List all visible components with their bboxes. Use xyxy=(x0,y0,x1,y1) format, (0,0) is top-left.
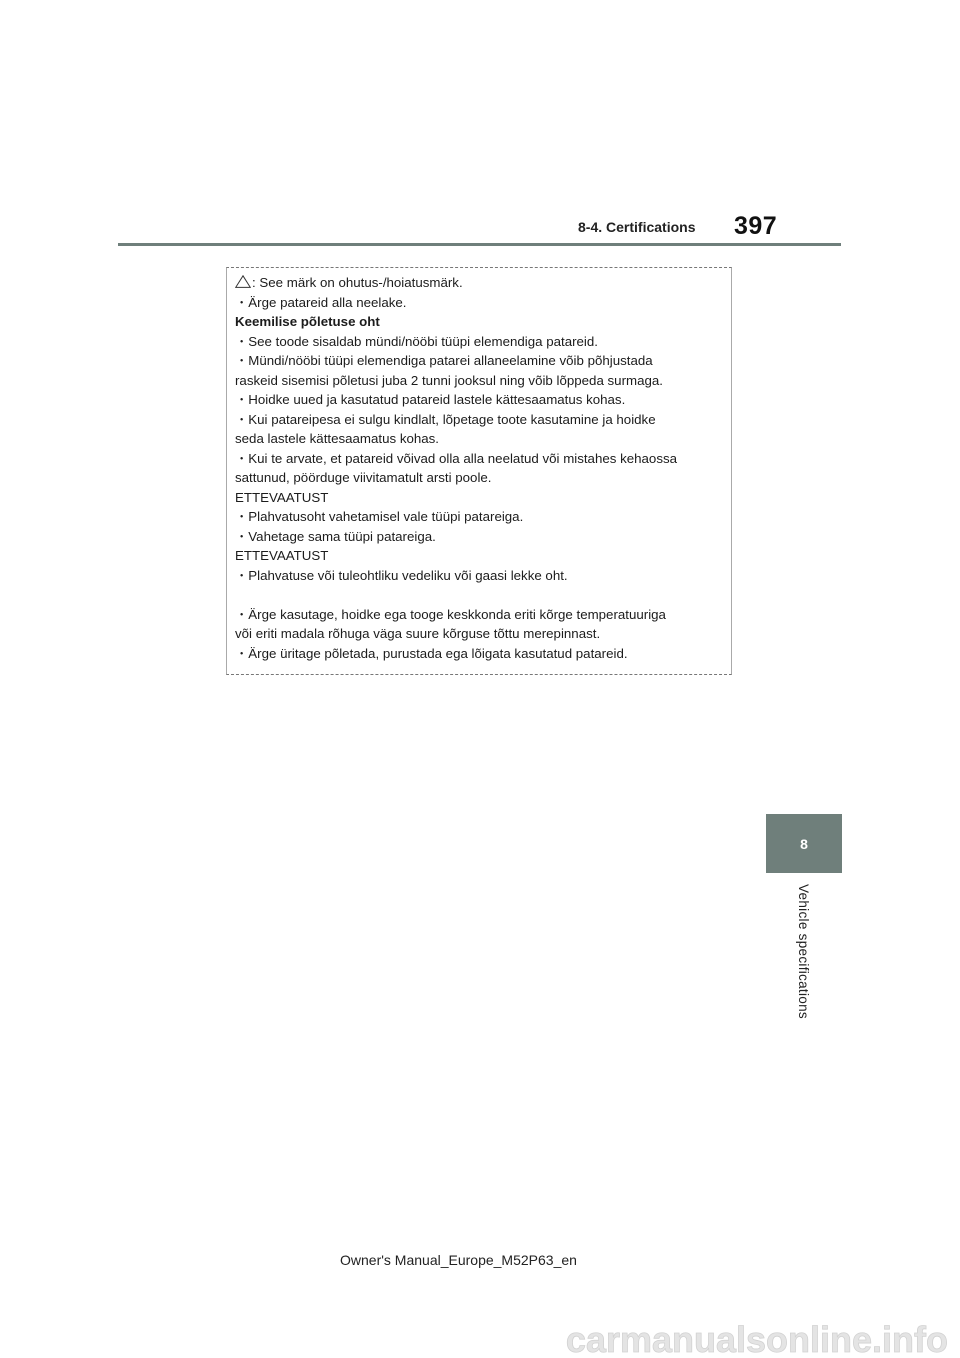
warning-line-text: ・Vahetage sama tüüpi patareiga. xyxy=(235,528,436,544)
warning-line-text: ・Plahvatuse või tuleohtliku vedeliku või gaasi lekke oht. xyxy=(235,567,568,583)
watermark xyxy=(0,1308,960,1358)
warning-line-text: : See märk on ohutus-/hoiatusmärk. xyxy=(252,275,463,290)
warning-line xyxy=(235,390,725,410)
warning-line-text: raskeid sisemisi põletusi juba 2 tunni jooksul ning võib lõppeda surmaga. xyxy=(235,372,663,388)
warning-line-text: ・Ärge kasutage, hoidke ega tooge keskkonda eriti kõrge temperatuuriga xyxy=(235,606,666,622)
battery-warning-box xyxy=(226,267,732,675)
warning-line xyxy=(235,644,725,664)
warning-line-text: ・Ärge üritage põletada, purustada ega lõigata kasutatud patareid. xyxy=(235,645,628,661)
watermark-logo xyxy=(0,1308,960,1358)
warning-line xyxy=(235,312,725,332)
warning-line xyxy=(235,273,725,293)
warning-line-text: ・See toode sisaldab mündi/nööbi tüüpi elemendiga patareid. xyxy=(235,333,598,349)
warning-line xyxy=(235,507,725,527)
warning-line-text: sattunud, pöörduge viivitamatult arsti poole. xyxy=(235,470,492,485)
warning-line xyxy=(235,566,725,586)
warning-line xyxy=(235,293,725,313)
warning-line-text: ・Mündi/nööbi tüüpi elemendiga patarei allaneelamine võib põhjustada xyxy=(235,353,653,368)
warning-line xyxy=(235,527,725,547)
warning-line xyxy=(235,332,725,352)
chapter-label: Vehicle specifications xyxy=(796,884,811,1019)
warning-line-text: ETTEVAATUST xyxy=(235,489,329,505)
warning-line-text: või eriti madala rõhuga väga suure kõrguse tõttu merepinnast. xyxy=(235,626,601,641)
warning-line-text: ・Plahvatusoht vahetamisel vale tüüpi patareiga. xyxy=(235,509,524,524)
warning-line xyxy=(235,371,725,391)
page-number: 397 xyxy=(734,212,778,240)
footer-manual-id: Owner's Manual_Europe_M52P63_en xyxy=(340,1252,577,1268)
warning-line xyxy=(235,429,725,449)
warning-line xyxy=(235,624,725,644)
warning-line-text: ETTEVAATUST xyxy=(235,548,329,563)
warning-line xyxy=(235,488,725,508)
warning-line xyxy=(235,605,725,625)
header-section-title: 8-4. Certifications xyxy=(578,219,696,235)
warning-line xyxy=(235,351,725,371)
warning-line xyxy=(235,410,725,430)
warning-line-text: seda lastele kättesaamatus kohas. xyxy=(235,431,440,446)
warning-line-text: ・Hoidke uued ja kasutatud patareid lastele kättesaamatus kohas. xyxy=(235,392,626,407)
header-rule xyxy=(118,243,841,246)
chapter-number: 8 xyxy=(800,835,808,852)
warning-line xyxy=(235,468,725,488)
warning-triangle-icon xyxy=(235,275,251,288)
warning-line xyxy=(235,585,725,605)
warning-line-text: ・Kui te arvate, et patareid võivad olla alla neelatud või mistahes kehaossa xyxy=(235,450,678,466)
warning-text-lines xyxy=(235,273,725,663)
chapter-tab xyxy=(766,814,842,873)
warning-line-text: ・Ärge patareid alla neelake. xyxy=(235,294,407,310)
warning-line-text: Keemilise põletuse oht xyxy=(235,314,380,329)
warning-line-text: ・Kui patareipesa ei sulgu kindlalt, lõpetage toote kasutamine ja hoidke xyxy=(235,411,656,427)
warning-line xyxy=(235,546,725,566)
watermark-text: carmanualsonline.info xyxy=(565,1319,948,1358)
warning-line xyxy=(235,449,725,469)
